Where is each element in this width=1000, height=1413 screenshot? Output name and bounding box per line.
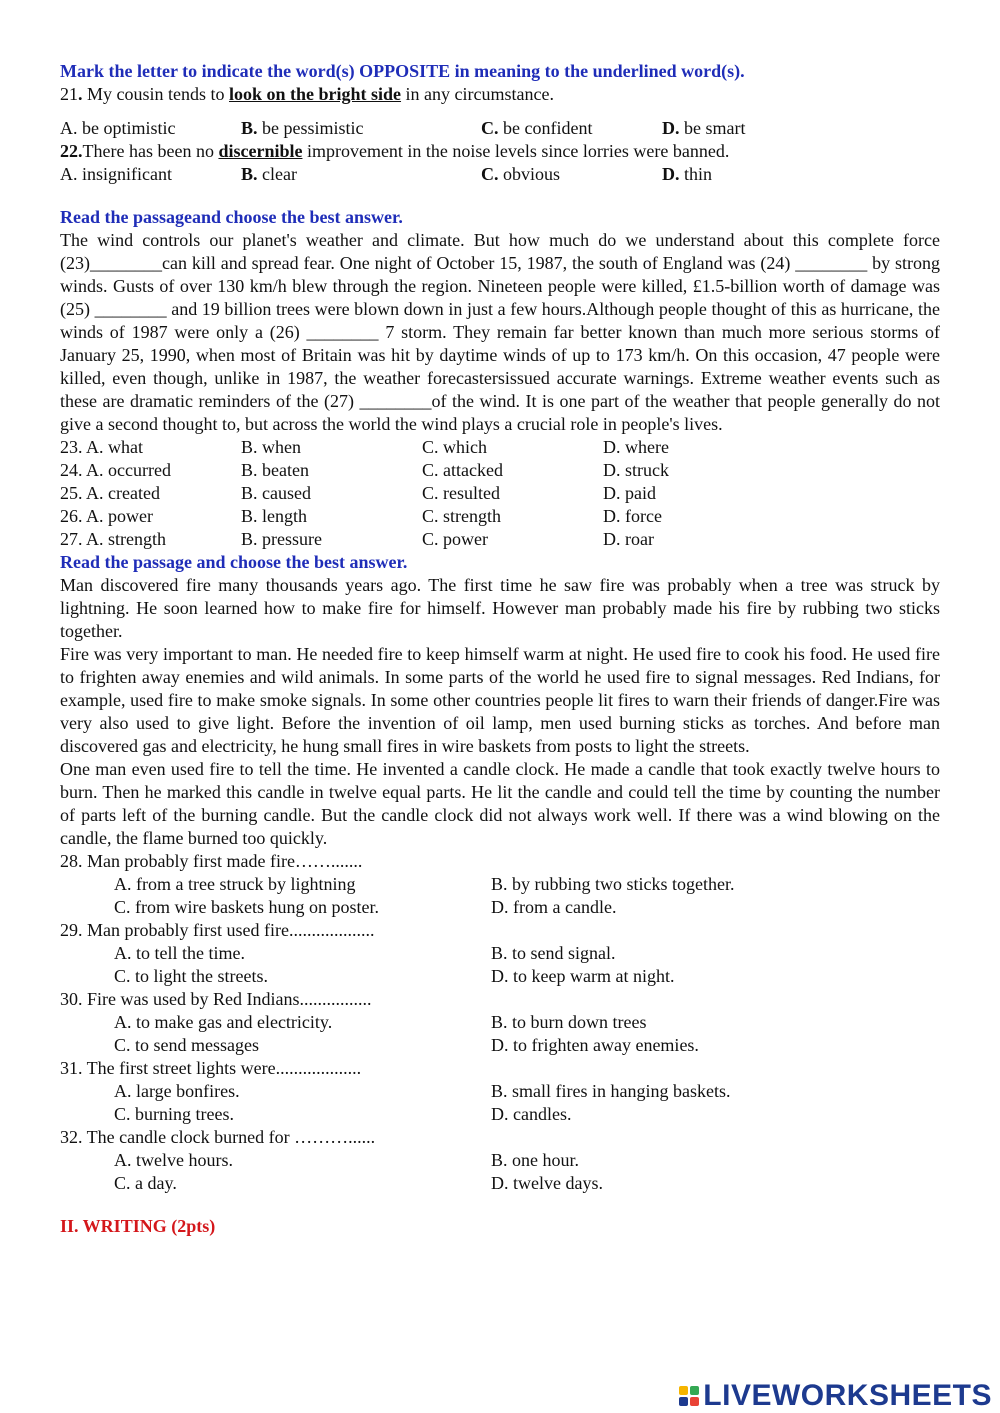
option-a[interactable]: 24. A. occurred [60,460,171,480]
passage-fire-paragraph-2: Fire was very important to man. He needed fire to keep himself warm at night. He used fire to cook his food. He used fire to frighten away enemies and wild animals. In some parts of the world he used fire to signal messages. Red Indians, for example, used fire to make smoke signals. In some other countries people lit fires to warn their friends of danger.Fire was very also used to give light. Before the invention of oil lamp, men used burning sticks as torches. And before man discovered gas and electricity, he hung small fires in wire baskets from posts to light the streets. [60,644,940,756]
spacer [60,186,940,206]
option-b[interactable]: B. beaten [241,460,309,480]
question-row [60,482,940,505]
option-d[interactable]: D. force [603,506,662,526]
option-row [60,1080,940,1103]
option-a[interactable]: A. to make gas and electricity. [114,1012,333,1032]
logo-square [690,1397,699,1406]
option-c[interactable]: C. strength [422,506,501,526]
option-row [60,965,940,988]
option-a[interactable]: A. large bonfires. [114,1081,240,1101]
option-c[interactable]: C. which [422,437,487,457]
option-c[interactable]: C. from wire baskets hung on poster. [114,897,379,917]
option-c[interactable]: C. a day. [114,1173,177,1193]
option-d[interactable]: D. candles. [491,1104,572,1124]
option-a[interactable]: 23. A. what [60,437,143,457]
option-d[interactable]: D. thin [662,164,713,184]
question-21: 21. My cousin tends to look on the bright side in any circumstance. [60,84,554,104]
question-31: 31. The first street lights were................... [60,1058,362,1078]
spacer [60,106,940,117]
option-b[interactable]: B. to send signal. [491,943,616,963]
option-b[interactable]: B. length [241,506,307,526]
option-a[interactable]: A. insignificant [60,164,172,184]
question-21-options [60,117,940,140]
worksheet-page [60,60,940,1238]
option-row [60,896,940,919]
question-row [60,459,940,482]
question-22: 22.There has been no discernible improvement in the noise levels since lorries were banned. [60,141,730,161]
option-d[interactable]: D. paid [603,483,656,503]
option-d[interactable]: D. struck [603,460,669,480]
spacer [60,1195,940,1215]
option-d[interactable]: D. to keep warm at night. [491,966,675,986]
passage-fire-paragraph-1: Man discovered fire many thousands years ago. The first time he saw fire was probably when a tree was struck by lightning. He soon learned how to make fire for himself. However man probably made his fire by rubbing two sticks together. [60,575,940,641]
option-row [60,1103,940,1126]
option-b[interactable]: B. clear [241,164,297,184]
option-row [60,1149,940,1172]
option-a[interactable]: A. from a tree struck by lightning [114,874,356,894]
underlined-phrase: look on the bright side [229,84,402,104]
question-29: 29. Man probably first used fire................... [60,920,375,940]
option-row [60,942,940,965]
option-b[interactable]: B. when [241,437,301,457]
logo-square [679,1386,688,1395]
option-c[interactable]: C. attacked [422,460,503,480]
option-row [60,1034,940,1057]
option-a[interactable]: 25. A. created [60,483,160,503]
option-d[interactable]: D. from a candle. [491,897,617,917]
passage-fire-paragraph-3: One man even used fire to tell the time. He invented a candle clock. He made a candle that took exactly twelve hours to burn. Then he marked this candle in twelve equal parts. He lit the candle and could tell the time by counting the number of parts left of the burning candle. But the candle clock did not always work well. If there was a wind blowing on the candle, the flame burned too quickly. [60,759,940,848]
option-c[interactable]: C. to light the streets. [114,966,268,986]
option-b[interactable]: B. caused [241,483,311,503]
option-a[interactable]: A. twelve hours. [114,1150,233,1170]
option-c[interactable]: C. resulted [422,483,500,503]
option-d[interactable]: D. twelve days. [491,1173,603,1193]
section-heading-writing: II. WRITING (2pts) [60,1216,216,1236]
option-c[interactable]: C. to send messages [114,1035,259,1055]
question-32: 32. The candle clock burned for ………...... [60,1127,376,1147]
question-row [60,505,940,528]
question-28: 28. Man probably first made fire……....... [60,851,363,871]
passage-wind: The wind controls our planet's weather and climate. But how much do we understand about this complete force (23)________can kill and spread fear. One night of October 15, 1987, the south of England was (24) ________ by strong winds. Gusts of over 130 km/h blew through the region. Nineteen people were killed, £1.5-billion worth of damage was (25) ________ and 19 billion trees were blown down in just a few hours.Although people thought of this as hurricane, the winds of 1987 were only a (26) ________ 7 storm. They remain far better known than much more serious storms of January 25, 1990, when most of Britain was hit by daytime winds of up to 173 km/h. On this occasion, 47 people were killed, even though, unlike in 1987, the weather forecastersissued accurate warnings. Extreme weather events such as these are dramatic reminders of the (27) ________of the wind. It is one part of the weather that people generally do not give a second thought to, but across the world the wind plays a crucial role in people's lives. [60,230,940,434]
question-row [60,528,940,551]
option-b[interactable]: B. by rubbing two sticks together. [491,874,735,894]
option-c[interactable]: C. power [422,529,488,549]
section-heading-fire: Read the passage and choose the best answer. [60,552,408,572]
logo-square [679,1397,688,1406]
option-b[interactable]: B. pressure [241,529,322,549]
reading-questions [60,850,940,1195]
option-b[interactable]: B. to burn down trees [491,1012,647,1032]
question-30: 30. Fire was used by Red Indians................ [60,989,372,1009]
section-heading-opposite: Mark the letter to indicate the word(s) OPPOSITE in meaning to the underlined word(s). [60,61,745,81]
option-row [60,1011,940,1034]
cloze-questions [60,436,940,551]
option-a[interactable]: A. to tell the time. [114,943,245,963]
option-a[interactable]: 26. A. power [60,506,153,526]
option-c[interactable]: C. obvious [481,164,561,184]
option-d[interactable]: D. where [603,437,669,457]
logo-icon [679,1386,699,1406]
option-b[interactable]: B. small fires in hanging baskets. [491,1081,731,1101]
logo-square [690,1386,699,1395]
option-d[interactable]: D. to frighten away enemies. [491,1035,699,1055]
option-row [60,1172,940,1195]
option-c[interactable]: C. burning trees. [114,1104,234,1124]
option-d[interactable]: D. be smart [662,118,746,138]
liveworksheets-logo [679,1379,992,1412]
question-22-options [60,163,940,186]
option-row [60,873,940,896]
option-c[interactable]: C. be confident [481,118,593,138]
option-b[interactable]: B. one hour. [491,1150,579,1170]
option-a[interactable]: 27. A. strength [60,529,166,549]
option-a[interactable]: A. be optimistic [60,118,176,138]
option-b[interactable]: B. be pessimistic [241,118,364,138]
question-row [60,436,940,459]
logo-text: LIVEWORKSHEETS [703,1379,992,1412]
underlined-word: discernible [218,141,303,161]
section-heading-wind: Read the passageand choose the best answer. [60,207,403,227]
option-d[interactable]: D. roar [603,529,654,549]
